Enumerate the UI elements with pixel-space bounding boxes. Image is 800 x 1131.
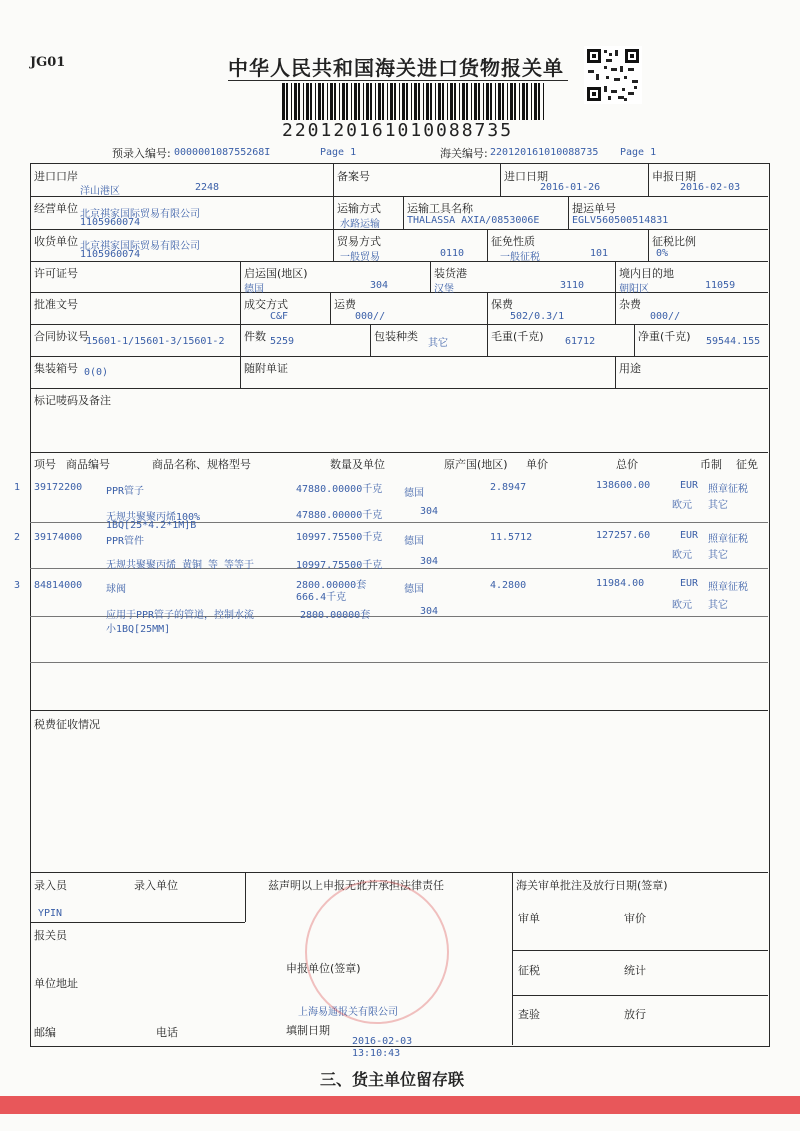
contract-value: 15601-1/15601-3/15601-2 bbox=[86, 336, 225, 347]
phone-label: 电话 bbox=[156, 1026, 178, 1039]
pricing-label: 审价 bbox=[624, 912, 646, 925]
declare-company: 上海易通报关有限公司 bbox=[298, 1007, 398, 1018]
contract-label: 合同协议号 bbox=[34, 330, 89, 343]
title-underline bbox=[228, 80, 568, 81]
deal-value: C&F bbox=[270, 311, 289, 322]
levy-tax-label: 征税 bbox=[518, 964, 540, 977]
pre-entry-value: 000000108755268I bbox=[174, 147, 271, 158]
loading-port-code: 3110 bbox=[560, 280, 585, 291]
trade-label: 贸易方式 bbox=[337, 235, 381, 248]
item-name: 球阀 bbox=[106, 584, 126, 595]
tax-ratio-value: 0% bbox=[656, 248, 669, 259]
item-levy: 照章征税 bbox=[708, 582, 748, 593]
item-spec2: 小1BQ[25MM] bbox=[106, 624, 171, 635]
marks-label: 标记唛码及备注 bbox=[34, 394, 111, 407]
entry-clerk-label: 录入员 bbox=[34, 879, 67, 892]
release-label: 放行 bbox=[624, 1008, 646, 1021]
net-label: 净重(千克) bbox=[638, 330, 691, 343]
items-header-levy: 征免 bbox=[736, 458, 758, 471]
item-levy2: 其它 bbox=[708, 550, 728, 561]
import-port-label: 进口口岸 bbox=[34, 170, 78, 183]
item-qty2: 666.4千克 bbox=[296, 592, 347, 603]
zip-label: 邮编 bbox=[34, 1026, 56, 1039]
entry-unit-label: 录入单位 bbox=[134, 879, 178, 892]
item-qty2: 10997.75500千克 bbox=[296, 560, 383, 571]
bottom-color-strip bbox=[0, 1096, 800, 1114]
barcode-icon bbox=[280, 83, 550, 120]
declare-date-label: 申报日期 bbox=[652, 170, 696, 183]
freight-value: 000// bbox=[355, 311, 386, 322]
item-levy: 照章征税 bbox=[708, 534, 748, 545]
docs-label: 随附单证 bbox=[244, 362, 288, 375]
item-origin: 德国 bbox=[404, 488, 424, 499]
page-title: 中华人民共和国海关进口货物报关单 bbox=[228, 56, 564, 80]
review-label: 审单 bbox=[518, 912, 540, 925]
levy-label: 征免性质 bbox=[491, 235, 535, 248]
declare-date-value: 2016-02-03 bbox=[680, 182, 741, 193]
gross-value: 61712 bbox=[565, 336, 596, 347]
bl-value: EGLV560500514831 bbox=[572, 215, 669, 226]
record-no-label: 备案号 bbox=[337, 170, 370, 183]
operator-label: 经营单位 bbox=[34, 202, 78, 215]
vessel-value: THALASSA AXIA/0853006E bbox=[407, 215, 540, 226]
insurance-label: 保费 bbox=[491, 298, 513, 311]
origin-country-value: 德国 bbox=[244, 284, 264, 295]
inspect-label: 查验 bbox=[518, 1008, 540, 1021]
item-levy2: 其它 bbox=[708, 500, 728, 511]
item-total: 138600.00 bbox=[596, 480, 651, 491]
container-value: 0(0) bbox=[84, 367, 109, 378]
address-label: 单位地址 bbox=[34, 977, 78, 990]
item-qty: 10997.75500千克 bbox=[296, 532, 383, 543]
vessel-label: 运输工具名称 bbox=[407, 202, 473, 215]
page-label-1: Page 1 bbox=[320, 147, 357, 158]
items-header-code: 商品编号 bbox=[66, 458, 110, 471]
item-price: 11.5712 bbox=[490, 532, 533, 543]
loading-port-label: 装货港 bbox=[434, 267, 467, 280]
origin-country-label: 启运国(地区) bbox=[244, 267, 308, 280]
item-currency: EUR bbox=[680, 578, 699, 589]
misc-label: 杂费 bbox=[619, 298, 641, 311]
consignee-code: 1105960074 bbox=[80, 249, 141, 260]
trade-value: 一般贸易 bbox=[340, 252, 380, 263]
item-total: 11984.00 bbox=[596, 578, 645, 589]
stats-label: 统计 bbox=[624, 964, 646, 977]
levy-value: 一般征税 bbox=[500, 252, 540, 263]
page-label-2: Page 1 bbox=[620, 147, 657, 158]
item-code2: 304 bbox=[420, 506, 439, 517]
operator-code: 1105960074 bbox=[80, 217, 141, 228]
dest-value: 朝阳区 bbox=[619, 284, 649, 295]
copy-label: 三、货主单位留存联 bbox=[320, 1070, 465, 1089]
item-qty: 47880.00000千克 bbox=[296, 484, 383, 495]
fill-time-value: 13:10:43 bbox=[352, 1048, 401, 1059]
item-spec: 无规共聚聚丙烯100% bbox=[106, 512, 201, 523]
usage-label: 用途 bbox=[619, 362, 641, 375]
pre-entry-label: 预录入编号: bbox=[112, 147, 171, 160]
import-date-label: 进口日期 bbox=[504, 170, 548, 183]
item-code: 39172200 bbox=[34, 482, 83, 493]
item-origin: 德国 bbox=[404, 536, 424, 547]
item-levy: 照章征税 bbox=[708, 484, 748, 495]
customs-approval-label: 海关审单批注及放行日期(签章) bbox=[516, 879, 668, 892]
fill-date-value: 2016-02-03 bbox=[352, 1036, 413, 1047]
declaration-statement: 兹声明以上申报无讹并承担法律责任 bbox=[268, 879, 444, 892]
customs-no-value: 220120161010088735 bbox=[490, 147, 599, 158]
origin-country-code: 304 bbox=[370, 280, 389, 291]
item-total: 127257.60 bbox=[596, 530, 651, 541]
form-code: JG01 bbox=[30, 55, 66, 70]
items-header-currency: 币制 bbox=[700, 458, 722, 471]
loading-port-value: 汉堡 bbox=[434, 284, 454, 295]
item-code: 84814000 bbox=[34, 580, 83, 591]
item-origin: 德国 bbox=[404, 584, 424, 595]
tax-ratio-label: 征税比例 bbox=[652, 235, 696, 248]
item-spec: 无规共聚聚丙烯 黄铜 等 等等于 bbox=[106, 560, 255, 571]
approval-label: 批准文号 bbox=[34, 298, 78, 311]
license-label: 许可证号 bbox=[34, 267, 78, 280]
item-currency2: 欧元 bbox=[672, 600, 692, 611]
item-no: 1 bbox=[14, 482, 21, 493]
freight-label: 运费 bbox=[334, 298, 356, 311]
item-currency2: 欧元 bbox=[672, 500, 692, 511]
transport-value: 水路运输 bbox=[340, 219, 380, 230]
item-spec2: 1BQ[25*4.2*1M]B bbox=[106, 520, 197, 531]
items-header-price: 单价 bbox=[526, 458, 548, 471]
trade-code: 0110 bbox=[440, 248, 465, 259]
items-header-name: 商品名称、规格型号 bbox=[152, 458, 251, 471]
declare-unit-label: 申报单位(签章) bbox=[286, 962, 361, 975]
item-price: 4.2800 bbox=[490, 580, 527, 591]
item-qty: 2800.00000套 bbox=[296, 580, 367, 591]
item-qty2: 47880.00000千克 bbox=[296, 510, 383, 521]
item-spec: 应用于PPR管子的管道，控制水流 bbox=[106, 610, 255, 621]
levy-code: 101 bbox=[590, 248, 609, 259]
import-date-value: 2016-01-26 bbox=[540, 182, 601, 193]
items-header-origin: 原产国(地区) bbox=[444, 458, 508, 471]
item-no: 3 bbox=[14, 580, 21, 591]
barcode-number: 220120161010088735 bbox=[282, 120, 514, 141]
consignee-value: 北京祺家国际贸易有限公司 bbox=[80, 241, 200, 252]
container-label: 集装箱号 bbox=[34, 362, 78, 375]
dest-label: 境内目的地 bbox=[619, 267, 674, 280]
pieces-value: 5259 bbox=[270, 336, 295, 347]
item-name: PPR管子 bbox=[106, 486, 145, 497]
item-price: 2.8947 bbox=[490, 482, 527, 493]
bl-label: 提运单号 bbox=[572, 202, 616, 215]
transport-label: 运输方式 bbox=[337, 202, 381, 215]
item-qty3: 2800.00000套 bbox=[300, 610, 371, 621]
customs-no-label: 海关编号: bbox=[440, 147, 488, 160]
deal-label: 成交方式 bbox=[244, 298, 288, 311]
item-code2: 304 bbox=[420, 606, 439, 617]
package-label: 包装种类 bbox=[374, 330, 418, 343]
import-port-code: 2248 bbox=[195, 182, 220, 193]
item-currency: EUR bbox=[680, 480, 699, 491]
declarer-label: 报关员 bbox=[34, 929, 67, 942]
items-header-total: 总价 bbox=[616, 458, 638, 471]
pieces-label: 件数 bbox=[244, 330, 266, 343]
gross-label: 毛重(千克) bbox=[491, 330, 544, 343]
item-code2: 304 bbox=[420, 556, 439, 567]
misc-value: 000// bbox=[650, 311, 681, 322]
company-seal bbox=[305, 880, 449, 1024]
insurance-value: 502/0.3/1 bbox=[510, 311, 565, 322]
item-currency2: 欧元 bbox=[672, 550, 692, 561]
item-levy2: 其它 bbox=[708, 600, 728, 611]
qr-code-icon bbox=[584, 46, 642, 104]
net-value: 59544.155 bbox=[706, 336, 761, 347]
operator-value: 北京祺家国际贸易有限公司 bbox=[80, 209, 200, 220]
item-no: 2 bbox=[14, 532, 21, 543]
package-value: 其它 bbox=[428, 338, 448, 349]
item-name: PPR管件 bbox=[106, 536, 145, 547]
tax-label: 税费征收情况 bbox=[34, 718, 100, 731]
item-currency: EUR bbox=[680, 530, 699, 541]
consignee-label: 收货单位 bbox=[34, 235, 78, 248]
entry-clerk-value: YPIN bbox=[38, 908, 63, 919]
items-header-no: 项号 bbox=[34, 458, 56, 471]
item-code: 39174000 bbox=[34, 532, 83, 543]
import-port-value: 洋山港区 bbox=[80, 186, 120, 197]
dest-code: 11059 bbox=[705, 280, 736, 291]
fill-date-label: 填制日期 bbox=[286, 1024, 330, 1037]
items-header-qty: 数量及单位 bbox=[330, 458, 385, 471]
